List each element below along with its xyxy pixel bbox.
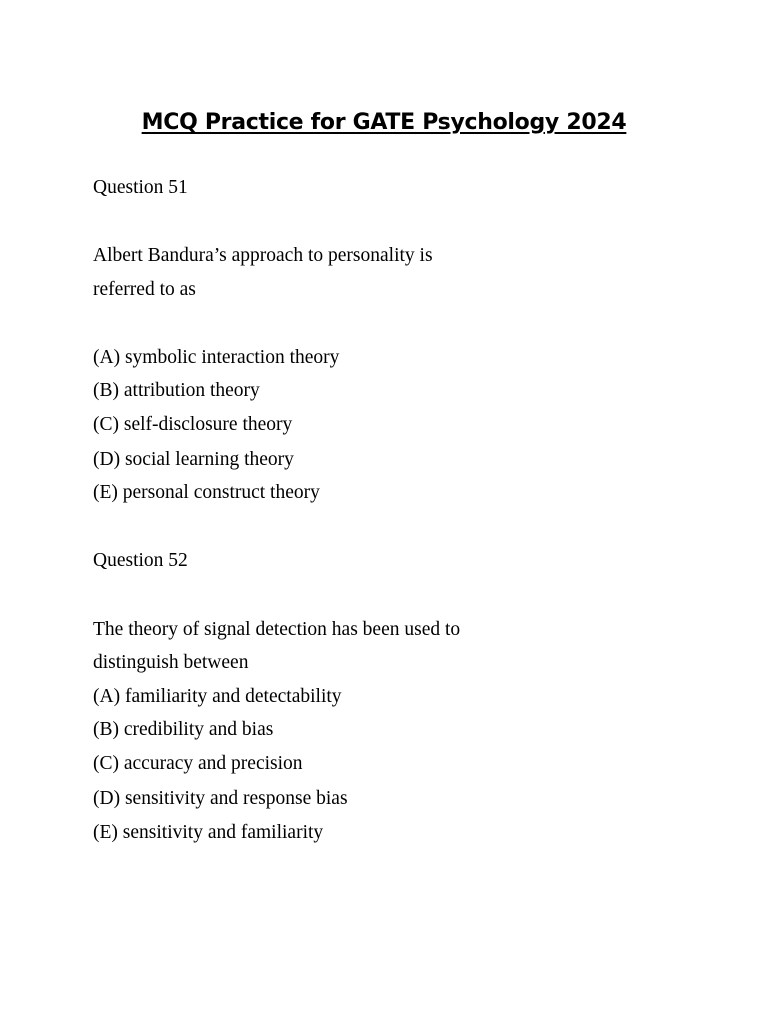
option-a: (A) symbolic interaction theory xyxy=(93,347,340,368)
option-c: (C) self-disclosure theory xyxy=(93,414,293,435)
option-a: (A) familiarity and detectability xyxy=(93,686,342,707)
question-heading: Question 52 xyxy=(93,550,188,571)
option-e: (E) personal construct theory xyxy=(93,482,320,503)
question-stem-line: The theory of signal detection has been used to xyxy=(93,619,461,640)
question-stem-line: Albert Bandura’s approach to personality is xyxy=(93,245,433,266)
option-e: (E) sensitivity and familiarity xyxy=(93,822,324,843)
option-d: (D) social learning theory xyxy=(93,449,294,470)
question-heading: Question 51 xyxy=(93,177,188,198)
option-c: (C) accuracy and precision xyxy=(93,753,303,774)
option-d: (D) sensitivity and response bias xyxy=(93,788,348,809)
option-b: (B) attribution theory xyxy=(93,380,260,401)
question-stem-line: referred to as xyxy=(93,279,196,300)
page-title: MCQ Practice for GATE Psychology 2024 xyxy=(141,110,627,135)
option-b: (B) credibility and bias xyxy=(93,719,274,740)
question-stem-line: distinguish between xyxy=(93,652,249,673)
